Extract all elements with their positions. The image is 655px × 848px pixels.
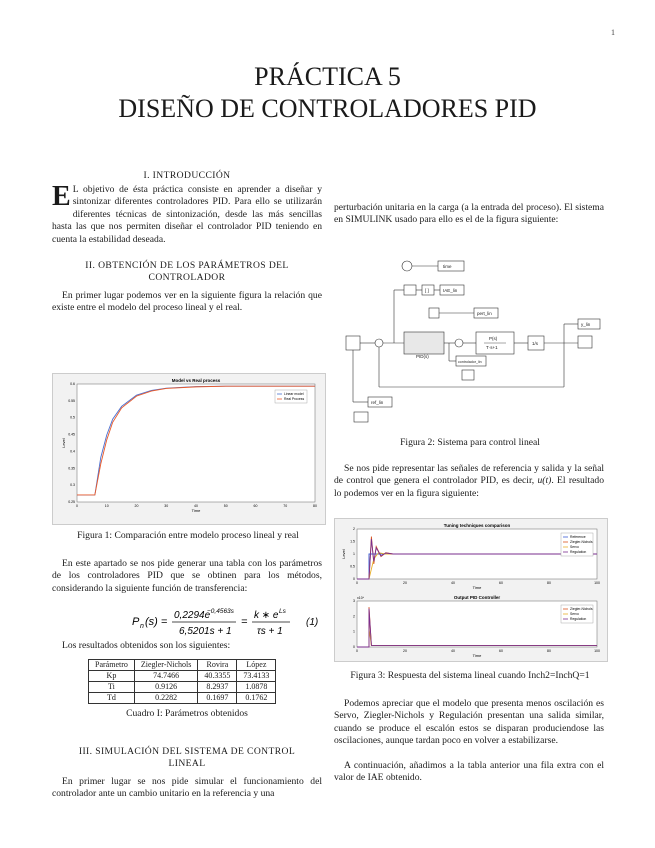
table-cell: 0.9126	[134, 682, 198, 693]
x-tick-label: 80	[547, 649, 551, 653]
x-tick-label: 10	[104, 504, 109, 508]
eq-number: (1)	[306, 617, 319, 628]
eq-sub: n	[140, 623, 144, 630]
x-tick-label: 40	[451, 649, 455, 653]
block-step-pert	[429, 308, 439, 318]
eq-num2: k ∗ e	[254, 610, 279, 621]
eq-num1: 0,2294e	[174, 610, 211, 621]
table-header-cell: Rovira	[198, 660, 237, 671]
y-tick-label: 1.5	[350, 539, 355, 544]
y-tick-label: 1	[353, 552, 355, 556]
title-line-1: PRÁCTICA 5	[254, 62, 401, 91]
table-row	[89, 671, 276, 682]
legend-entry: Ziegler-Nichols	[570, 540, 593, 544]
x-tick-label: 20	[403, 649, 407, 653]
x-tick-label: 60	[253, 504, 258, 508]
chart-title: Tuning techniques comparison	[443, 523, 511, 528]
y-tick-label: 0.25	[68, 500, 75, 504]
y-tick-label: 0.35	[68, 466, 75, 471]
figure-2-caption: Figura 2: Sistema para control lineal	[400, 437, 540, 448]
paragraph-continuation: perturbación unitaria en la carga (a la entrada del proceso). El sistema en SIMULINK usado para ello es el de la figura siguiente:	[334, 202, 604, 226]
table-cell: 0.1762	[237, 693, 276, 704]
y-tick-label: 1	[353, 629, 355, 634]
exponent-label: x10⁴	[357, 596, 365, 600]
label-time: time	[443, 264, 452, 269]
block-pid	[404, 332, 444, 354]
page-number: 1	[611, 28, 615, 37]
table-cell: 0.2282	[134, 693, 198, 704]
table-cell: Td	[89, 693, 135, 704]
y-tick-label: 0.45	[68, 432, 75, 437]
x-tick-label: 0	[356, 581, 358, 585]
figure-3	[334, 518, 608, 662]
table-header-cell: López	[237, 660, 276, 671]
right-column-3	[334, 698, 604, 784]
x-axis-label: Time	[472, 585, 482, 590]
x-tick-label: 20	[403, 581, 407, 585]
legend-entry: Regulation	[570, 550, 587, 554]
table-cell: 74.7466	[134, 671, 198, 682]
sum-1	[375, 339, 383, 347]
paragraph-table: En este apartado se nos pide generar una tabla con los parámetros de los controladores PID que se obtinen para los métodos, considerando la siguiente función de transferencia:	[52, 558, 322, 594]
left-column-3	[52, 640, 322, 652]
x-tick-label: 0	[356, 649, 358, 653]
label-sat: 1/s	[532, 341, 539, 346]
chart-title: Output PID Controller	[453, 595, 501, 600]
legend-entry: Real Process	[284, 397, 305, 401]
table-cell: Ti	[89, 682, 135, 693]
paragraph-fig3: Se nos pide representar las señales de referencia y salida y la señal de control que genera el controlador PID, es decir, u(t). El resultado lo podemos ver en la figura siguiente:	[334, 463, 604, 499]
right-column-2	[334, 463, 604, 500]
y-tick-label: 0.4	[70, 449, 75, 454]
figure-3-charts	[335, 519, 607, 661]
y-tick-label: 0.55	[68, 398, 75, 403]
equation-1	[52, 605, 322, 641]
simulink-diagram	[334, 252, 606, 427]
y-tick-label: 0.5	[350, 564, 355, 569]
paragraph-simulation: En primer lugar se nos pide simular el funcionamiento del controlador ante un cambio unitario en la referencia y una	[52, 776, 322, 800]
chart-title: Model vs Real process	[171, 378, 221, 383]
x-tick-label: 40	[451, 581, 455, 585]
svg-text:[ ]: [ ]	[425, 288, 429, 293]
drop-cap: E	[52, 181, 71, 212]
paragraph-fig1: En primer lugar podemos ver en la siguiente figura la relación que existe entre el modelo del proceso lineal y el real.	[52, 290, 322, 314]
x-tick-label: 30	[164, 504, 169, 508]
legend-entry: Servo	[570, 545, 579, 549]
label-controlador: controlador_lin	[458, 360, 482, 364]
section-heading-1: I. INTRODUCCIÓN	[143, 170, 231, 181]
x-tick-label: 80	[547, 581, 551, 585]
table-header-cell: Parámetro	[89, 660, 135, 671]
block-ref-step	[346, 336, 360, 350]
table-cell: 40.3355	[198, 671, 237, 682]
table-cell: 1.0878	[237, 682, 276, 693]
y-tick-label: 0	[353, 577, 355, 581]
y-tick-label: 0.3	[70, 483, 75, 488]
x-tick-label: 50	[223, 504, 228, 508]
table-cell: 0.1697	[198, 693, 237, 704]
legend-entry: Linear model	[284, 392, 304, 396]
y-tick-label: 0	[353, 645, 355, 649]
x-tick-label: 100	[594, 581, 600, 585]
x-tick-label: 100	[594, 649, 600, 653]
right-column	[334, 202, 604, 227]
figure-3-caption: Figura 3: Respuesta del sistema lineal cuando Inch2=InchQ=1	[350, 670, 590, 681]
x-tick-label: 20	[134, 504, 139, 508]
paragraph-results: Los resultados obtenidos son los siguientes:	[62, 640, 231, 651]
section-heading-3a: III. SIMULACIÓN DEL SISTEMA DE CONTROL	[78, 746, 296, 757]
y-tick-label: 3	[353, 599, 355, 603]
table-header-cell: Ziegler-Nichols	[134, 660, 198, 671]
y-tick-label: 2	[353, 614, 355, 619]
parameters-table	[88, 659, 276, 704]
block-abs	[404, 285, 416, 295]
y-tick-label: 0.5	[70, 415, 75, 420]
table-cell: 73.4133	[237, 671, 276, 682]
x-axis-label: Time	[191, 508, 201, 513]
section-heading-2a: II. OBTENCIÓN DE LOS PARÁMETROS DEL	[85, 260, 289, 272]
eq-den2: τs + 1	[257, 626, 283, 637]
title-line-2: DISEÑO DE CONTROLADORES PID	[118, 94, 537, 123]
svg-text:=: =	[241, 616, 248, 628]
equation-svg	[52, 605, 322, 641]
clock-icon	[402, 261, 412, 271]
label-ref: ref_lin	[371, 400, 384, 405]
eq-arg: (s) =	[145, 616, 168, 628]
section-heading-3b: LINEAL	[168, 758, 206, 769]
label-pid: PID(s)	[416, 354, 429, 359]
x-tick-label: 60	[499, 649, 503, 653]
legend-entry: Servo	[570, 612, 579, 616]
table-caption: Cuadro I: Parámetros obtenidos	[126, 708, 248, 719]
intro-paragraph: E L objetivo de ésta práctica consiste en aprender a diseñar y sintonizar diferentes controladores PID. Para ello se utilizarán diferentes técnicas de sintonización, desde las más sencillas hasta las que nos permiten diseñar el controlador PID teniendo en cuenta la estabilidad deseada.	[52, 181, 322, 245]
paragraph-iae: A continuación, añadimos a la tabla anterior una fila extra con el valor de IAE obtenido.	[334, 759, 604, 784]
eq-lhs: P	[132, 616, 140, 628]
y-tick-label: 0.6	[70, 382, 75, 386]
label-tf-den: T·s+1	[486, 345, 498, 350]
x-tick-label: 40	[194, 504, 198, 508]
table-row	[89, 682, 276, 693]
x-tick-label: 80	[313, 504, 317, 508]
figure-2	[334, 252, 606, 427]
eq-exp2: Ls	[279, 608, 286, 615]
left-column	[52, 170, 322, 315]
label-tf-num: P(s)	[489, 336, 498, 341]
x-tick-label: 60	[499, 581, 503, 585]
figure-1	[52, 373, 326, 525]
y-tick-label: 2	[353, 527, 355, 531]
paragraph-servo: Podemos apreciar que el modelo que presenta menos oscilación es Servo, Ziegler-Nichols y Regulación presentan una salida similar, cuando se produce el escalón estos se disparan produciendose las oscilaciones, aunque tardan poco en volver a estabilizarse.	[334, 698, 604, 747]
x-axis-label: Time	[472, 653, 482, 658]
label-ylin: y_lin	[581, 322, 591, 327]
y-axis-label: Level	[61, 438, 66, 448]
legend-entry: Ziegler-Nichols	[570, 607, 593, 611]
section-heading-2b: CONTROLADOR	[148, 272, 226, 284]
table-cell: 8.2937	[198, 682, 237, 693]
table-header-row	[89, 660, 276, 671]
eq-exp1: −0,4563s	[207, 608, 234, 615]
left-column-2	[52, 558, 322, 595]
table-row	[89, 693, 276, 704]
figure-1-chart	[53, 374, 325, 524]
x-tick-label: 0	[76, 504, 78, 508]
figure-1-caption: Figura 1: Comparación entre modelo proceso lineal y real	[77, 530, 299, 541]
table-body	[89, 671, 276, 704]
y-axis-label: Level	[341, 549, 346, 559]
label-iae: IAE_lin	[443, 288, 458, 293]
label-pert: pert_lin	[477, 311, 492, 316]
legend-entry: Regulation	[570, 617, 587, 621]
table-cell: Kp	[89, 671, 135, 682]
left-column-4	[52, 746, 322, 801]
x-tick-label: 70	[283, 504, 288, 508]
legend-entry: Reference	[570, 535, 586, 539]
eq-den1: 6,5201s + 1	[179, 626, 232, 637]
scope-icon	[578, 336, 592, 348]
